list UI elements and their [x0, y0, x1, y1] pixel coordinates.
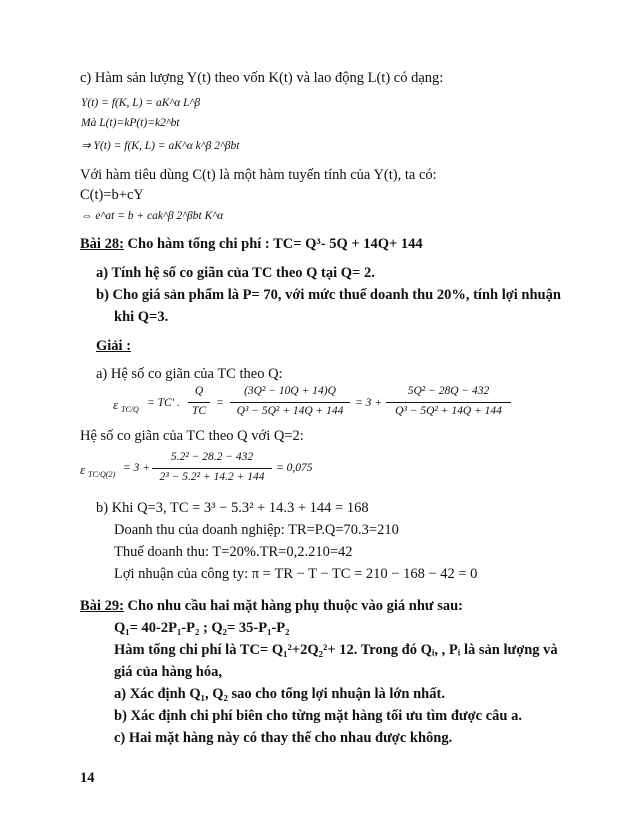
- exercise-29-heading: [80, 598, 463, 615]
- formula-text: = 0,075: [276, 462, 313, 474]
- fraction-bar: [230, 402, 350, 403]
- text-line: Lợi nhuận của công ty: π = TR − T − TC = 210 − 168 − 42 = 0: [114, 566, 478, 582]
- question-b: b) Xác định chi phí biên cho từng mặt hàng tối ưu tìm được câu a.: [114, 708, 522, 724]
- fraction-denominator: TC: [191, 405, 207, 417]
- epsilon-symbol: ε: [113, 397, 119, 412]
- epsilon-symbol: ε: [80, 462, 86, 477]
- exercise-statement: Cho hàm tổng chi phí : TC= Q³- 5Q + 14Q+ 144: [123, 236, 423, 252]
- solution-heading: Giải :: [96, 338, 132, 354]
- fraction-bar: [386, 402, 511, 403]
- exercise-28-heading: [80, 236, 423, 253]
- epsilon-subscript: TC/Q: [121, 405, 139, 414]
- fraction-denominator: 2³ − 5.2² + 14.2 + 144: [159, 471, 265, 483]
- question-c: c) Hai mặt hàng này có thay thế cho nhau được không.: [114, 730, 453, 746]
- formula-production-derived: ⇒ Y(t) = f(K, L) = aK^α k^β 2^βbt: [81, 140, 240, 152]
- exercise-label: Bài 29:: [80, 598, 124, 614]
- formula-text: = 3 +: [355, 397, 383, 409]
- text-line: Với hàm tiêu dùng C(t) là một hàm tuyến tính của Y(t), ta có:: [80, 167, 437, 183]
- fraction-bar: [152, 468, 272, 469]
- formula-text: = TC' .: [147, 397, 180, 409]
- fraction-numerator: 5.2² − 28.2 − 432: [170, 451, 254, 463]
- fraction-numerator: (3Q² − 10Q + 14)Q: [244, 385, 336, 397]
- fraction-numerator: Q: [194, 385, 204, 397]
- demand-equations: Q₁= 40-2P₁-P₂ ; Q₂= 35-P₁-P₂: [114, 620, 290, 636]
- formula-labor: Mà L(t)=kP(t)=k2^bt: [81, 117, 180, 129]
- exercise-statement: Cho nhu cầu hai mặt hàng phụ thuộc vào giá như sau:: [123, 598, 463, 614]
- fraction-numerator: 5Q² − 28Q − 432: [407, 385, 490, 397]
- exercise-label: Bài 28:: [80, 236, 124, 252]
- question-a: a) Tính hệ số co giãn của TC theo Q tại Q= 2.: [96, 265, 375, 281]
- fraction-denominator: Q³ − 5Q² + 14Q + 144: [236, 405, 344, 417]
- text-line: c) Hàm sản lượng Y(t) theo vốn K(t) và lao động L(t) có dạng:: [80, 70, 444, 86]
- cost-function-cont: giá của hàng hóa,: [114, 664, 222, 680]
- question-b: b) Cho giá sản phẩm là P= 70, với mức thuế doanh thu 20%, tính lợi nhuận: [96, 287, 561, 303]
- formula-production: Y(t) = f(K, L) = aK^α L^β: [81, 97, 201, 109]
- epsilon-subscript: TC/Q(2): [88, 470, 116, 479]
- cost-function: Hàm tổng chi phí là TC= Q₁²+2Q₂²+ 12. Trong đó Qᵢ, , Pᵢ là sản lượng và: [114, 642, 558, 658]
- formula-text: = 3 +: [123, 462, 151, 474]
- question-b-cont: khi Q=3.: [114, 309, 169, 325]
- text-line: a) Hệ số co giãn của TC theo Q:: [96, 366, 283, 382]
- text-line: Hệ số co giãn của TC theo Q với Q=2:: [80, 428, 304, 444]
- text-line: Thuế doanh thu: T=20%.TR=0,2.210=42: [114, 544, 353, 560]
- text-line: C(t)=b+cY: [80, 187, 144, 203]
- equals-sign: =: [216, 397, 224, 409]
- fraction-bar: [188, 402, 210, 403]
- page-number: 14: [80, 770, 95, 786]
- text-line: Doanh thu của doanh nghiệp: TR=P.Q=70.3=210: [114, 522, 399, 538]
- text-line: b) Khi Q=3, TC = 3³ − 5.3² + 14.3 + 144 = 168: [96, 500, 369, 516]
- question-a: a) Xác định Q₁, Q₂ sao cho tổng lợi nhuận là lớn nhất.: [114, 686, 445, 702]
- fraction-denominator: Q³ − 5Q² + 14Q + 144: [395, 405, 502, 417]
- formula-consumption: ⇔ e^at = b + cak^β 2^βbt K^α: [81, 210, 224, 222]
